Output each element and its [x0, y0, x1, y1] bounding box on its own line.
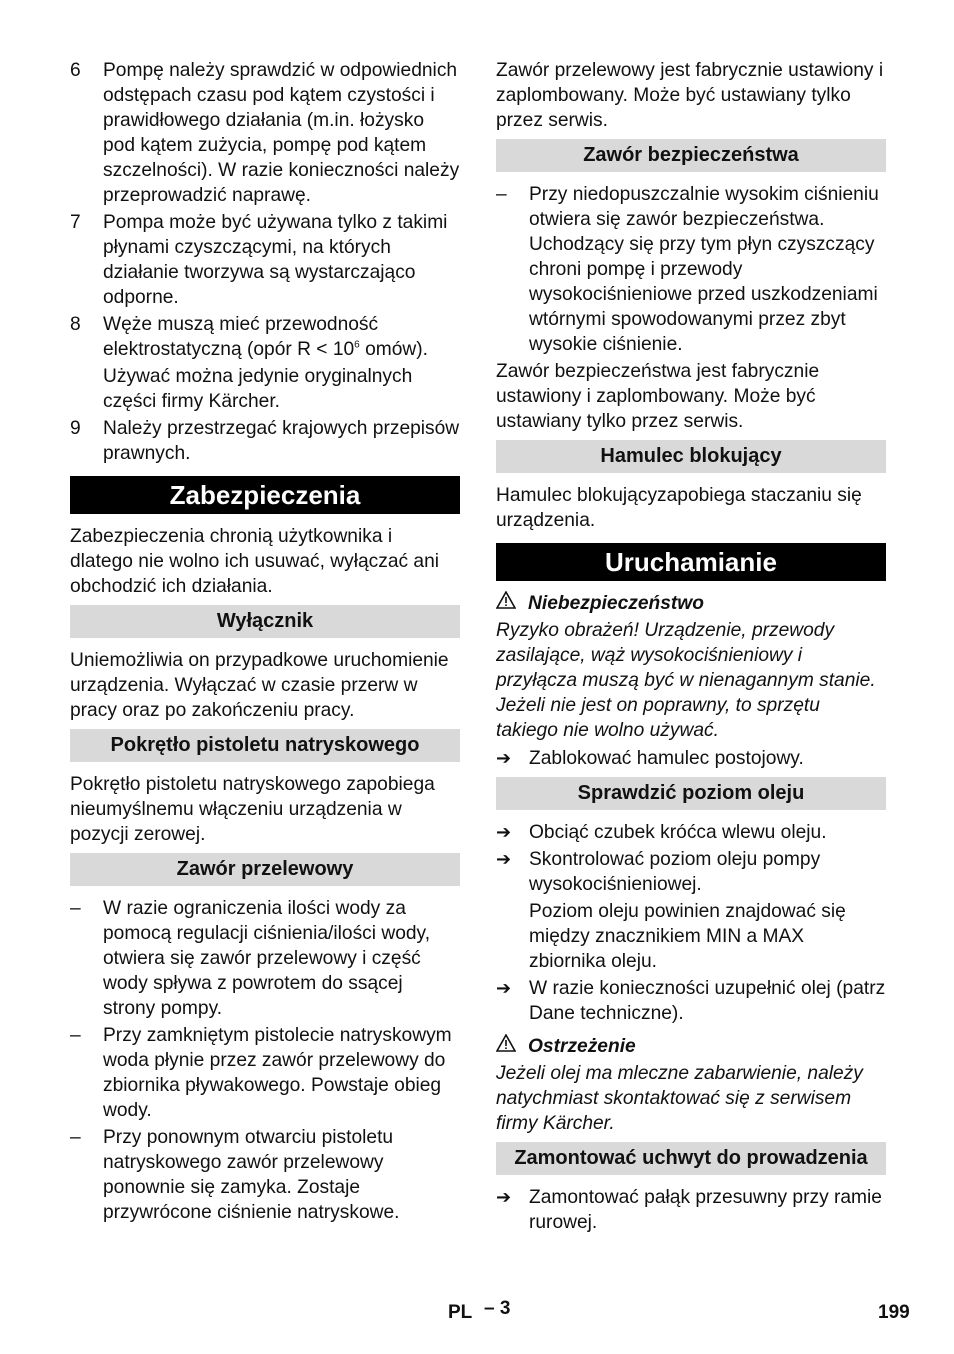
warning-triangle-icon — [496, 1034, 518, 1059]
list-item — [496, 847, 886, 974]
item-number: 6 — [70, 60, 81, 81]
subsection-heading-zawor-bezpieczenstwa: Zawór bezpieczeństwa — [496, 139, 886, 172]
item-text: Skontrolować poziom oleju pompy wysokociśnieniowej. — [529, 849, 821, 895]
paragraph: Zabezpieczenia chronią użytkownika i dlatego nie wolno ich usuwać, wyłączać ani obchodzić ich działania. — [70, 526, 440, 597]
subsection-heading-poziom-oleju: Sprawdzić poziom oleju — [496, 777, 886, 810]
item-text: Obciąć czubek króćca wlewu oleju. — [529, 822, 827, 843]
warning-text: Ryzyko obrażeń! Urządzenie, przewody zasilające, wąż wysokociśnieniowy i przyłącza muszą być w nienagannym stanie. Jeżeli nie jest on poprawny, to sprzętu takiego nie wolno używać. — [496, 620, 876, 741]
section-heading-uruchamianie: Uruchamianie — [496, 543, 886, 581]
item-body — [103, 312, 460, 414]
list-item — [70, 58, 460, 208]
item-text: Węże muszą mieć przewodność elektrostatyczną (opór $R < 10^6$ omów). — [103, 314, 428, 360]
subsection-heading-pokretlo: Pokrętło pistoletu natryskowego — [70, 729, 460, 762]
subsection-heading-uchwyt: Zamontować uchwyt do prowadzenia — [496, 1142, 886, 1175]
list-item — [70, 1023, 460, 1123]
list-item — [496, 746, 886, 771]
dash-marker: – — [70, 1127, 81, 1148]
list-item — [70, 210, 460, 310]
list-item — [70, 416, 460, 466]
item-text: Przy zamkniętym pistolecie natryskowym woda płynie przez zawór przelewowy do zbiornika pływakowego. Powstaje obieg wody. — [103, 1025, 452, 1121]
item-text: Pompa może być używana tylko z takimi płynami czyszczącymi, na których działanie tworzywa są wystarczająco odporne. — [103, 212, 448, 308]
warning-triangle-icon — [496, 591, 518, 616]
language-code: PL — [448, 1302, 473, 1323]
left-column — [70, 58, 460, 1227]
item-text: Pompę należy sprawdzić w odpowiednich odstępach czasu pod kątem czystości i prawidłowego działania (m.in. łożysko pod kątem zużycia, pompę pod kątem szczelności). W razie konieczności należy przeprowadzić naprawę. — [103, 60, 460, 206]
paragraph: Zawór bezpieczeństwa jest fabrycznie ustawiony i zaplombowany. Może być ustawiany tylko przez serwis. — [496, 361, 820, 432]
item-text: W razie konieczności uzupełnić olej (patrz Dane techniczne). — [529, 978, 886, 1024]
arrow-right-icon: ➔ — [496, 1187, 512, 1207]
warning-text: Jeżeli olej ma mleczne zabarwienie, należy natychmiast skontaktować się z serwisem firmy Kärcher. — [496, 1063, 863, 1134]
dash-marker: – — [70, 898, 81, 919]
subsection-heading-hamulec: Hamulec blokujący — [496, 440, 886, 473]
dash-marker: – — [70, 1025, 81, 1046]
item-text: W razie ograniczenia ilości wody za pomocą regulacji ciśnienia/ilości wody, otwiera się zawór przelewowy i część wody spływa z powrotem do ssącej strony pompy. — [103, 898, 431, 1019]
item-continuation: Używać można jedynie oryginalnych części firmy Kärcher. — [103, 366, 413, 412]
paragraph: Zawór przelewowy jest fabrycznie ustawiony i zaplombowany. Może być ustawiany tylko przez serwis. — [496, 60, 884, 131]
arrow-right-icon: ➔ — [496, 978, 512, 998]
section-heading-zabezpieczenia: Zabezpieczenia — [70, 476, 460, 514]
subsection-heading-zawor-przelewowy: Zawór przelewowy — [70, 853, 460, 886]
dash-marker: – — [496, 184, 507, 205]
item-text: Należy przestrzegać krajowych przepisów prawnych. — [103, 418, 460, 464]
list-item — [70, 1125, 460, 1225]
list-item — [496, 1185, 886, 1235]
arrow-right-icon: ➔ — [496, 849, 512, 869]
item-number: 7 — [70, 212, 81, 233]
item-body — [529, 847, 886, 974]
arrow-right-icon: ➔ — [496, 748, 512, 768]
list-item — [496, 976, 886, 1026]
paragraph: Hamulec blokującyzapobiega staczaniu się urządzenia. — [496, 485, 862, 531]
page-number: 199 — [878, 1302, 910, 1323]
list-item — [496, 820, 886, 845]
list-item — [496, 182, 886, 357]
warning-heading — [496, 1034, 886, 1059]
warning-heading — [496, 591, 886, 616]
item-text: Zamontować pałąk przesuwny przy ramie rurowej. — [529, 1187, 882, 1233]
warning-title: Niebezpieczeństwo — [528, 593, 704, 614]
item-continuation: Poziom oleju powinien znajdować się między znacznikiem MIN a MAX zbiornika oleju. — [529, 901, 846, 972]
superscript: 6 — [354, 339, 360, 351]
item-number: 9 — [70, 418, 81, 439]
item-text: Przy ponownym otwarciu pistoletu natryskowego zawór przelewowy ponownie się zamyka. Zostaje przywrócone ciśnienie natryskowe. — [103, 1127, 400, 1223]
section-page: – 3 — [484, 1298, 511, 1319]
item-text: Przy niedopuszczalnie wysokim ciśnieniu otwiera się zawór bezpieczeństwa. Uchodzący się przy tym płyn czyszczący chroni pompę i przewody wysokociśnieniowe przed uszkodzeniami wtórnymi spowodowanymi przez zbyt wysokie ciśnienie. — [529, 184, 879, 355]
list-item — [70, 312, 460, 414]
warning-title: Ostrzeżenie — [528, 1036, 636, 1057]
right-column — [496, 58, 886, 1237]
item-number: 8 — [70, 314, 81, 335]
paragraph: Uniemożliwia on przypadkowe uruchomienie urządzenia. Wyłączać w czasie przerw w pracy oraz po zakończeniu pracy. — [70, 650, 449, 721]
item-text: Zablokować hamulec postojowy. — [529, 748, 804, 769]
subsection-heading-wylacznik: Wyłącznik — [70, 605, 460, 638]
paragraph: Pokrętło pistoletu natryskowego zapobiega nieumyślnemu włączeniu urządzenia w pozycji zerowej. — [70, 774, 435, 845]
arrow-right-icon: ➔ — [496, 822, 512, 842]
list-item — [70, 896, 460, 1021]
